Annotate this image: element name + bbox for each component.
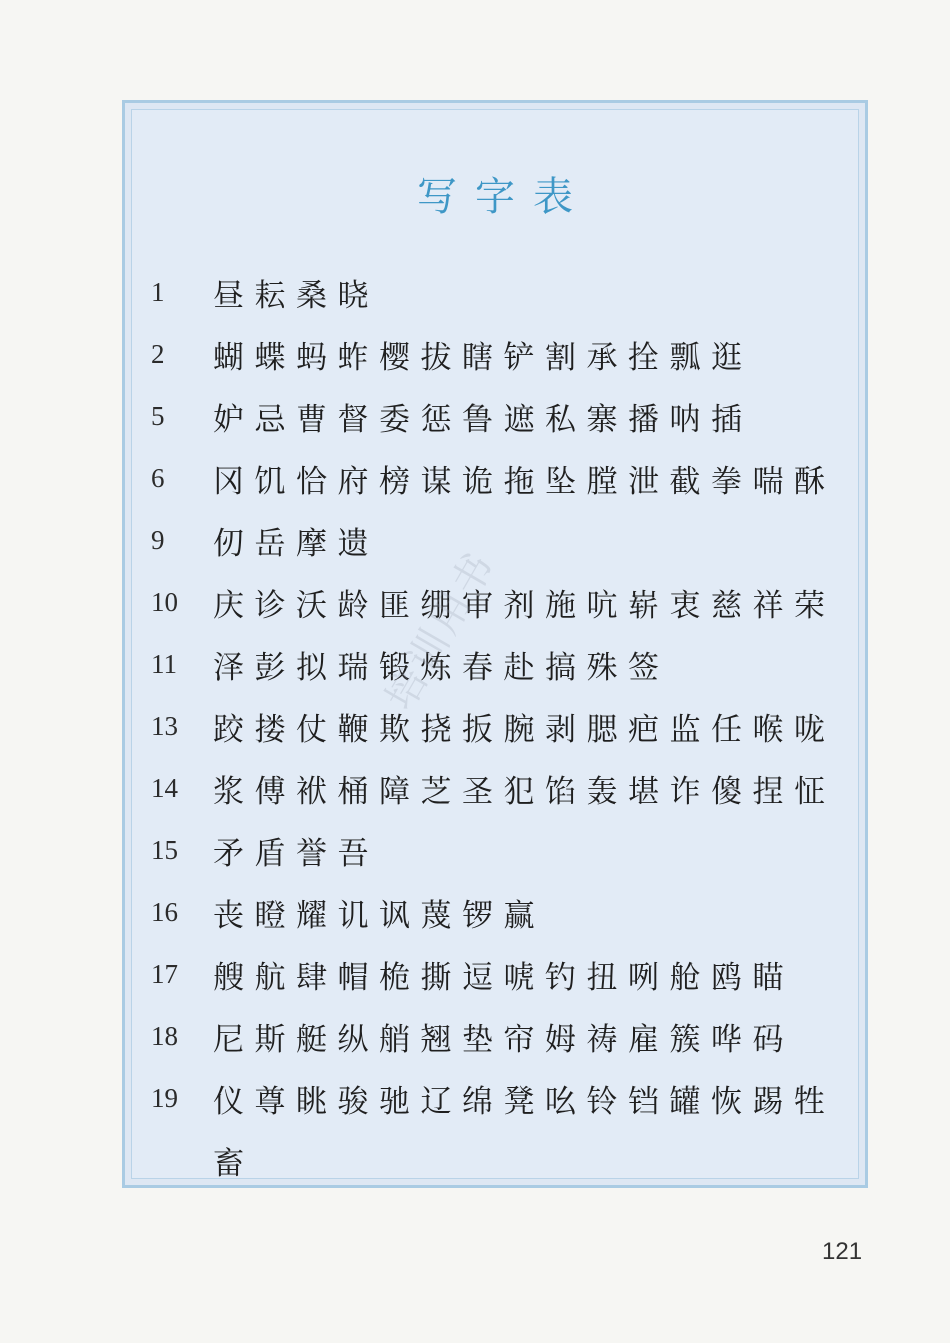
character-list: 蝴蝶蚂蚱樱拔瞎铲割承拴瓢逛 [213,339,753,376]
page-title: 写字表 [417,174,591,220]
lesson-number: 14 [151,772,178,803]
lesson-number: 1 [151,276,165,307]
character-list: 矛盾誉吾 [213,835,379,872]
table-row [125,695,865,757]
lesson-number: 17 [151,958,178,989]
page-number: 121 [822,1238,863,1265]
character-list: 畜 [213,1145,255,1182]
table-row [125,261,865,323]
lesson-number: 6 [151,462,165,493]
watermark: 培训用书 [377,542,505,718]
lesson-number: 16 [151,896,178,927]
word-table-frame [122,100,868,1188]
lesson-number: 13 [151,710,178,741]
character-list: 昼耘桑晓 [213,277,379,314]
table-row [125,1129,865,1191]
table-row [125,633,865,695]
lesson-number: 18 [151,1020,178,1051]
lesson-number: 15 [151,834,178,865]
table-row [125,323,865,385]
table-row [125,447,865,509]
lesson-number: 11 [151,648,177,679]
lesson-number: 9 [151,524,165,555]
character-list: 冈饥恰府榜谋诡拖坠膛泄截拳喘酥 [213,463,836,500]
character-list: 仪尊眺骏驰辽绵凳吆铃铛罐恢踢牲 [213,1083,836,1120]
character-list: 妒忌曹督委惩鲁遮私寨播呐插 [213,401,753,438]
character-list: 尼斯艇纵艄翘垫帘姆祷雇簇哗码 [213,1021,794,1058]
character-list: 庆诊沃龄匪绷审剂施吭崭衷慈祥荣 [213,587,836,624]
table-row [125,385,865,447]
table-row [125,881,865,943]
character-list: 艘航肆帽桅撕逗唬钓扭咧舱鸥瞄 [213,959,794,996]
character-list: 跤搂仗鞭欺挠扳腕剥腮疤监任喉咙 [213,711,836,748]
lesson-number: 10 [151,586,178,617]
lesson-number: 2 [151,338,165,369]
character-list: 浆傅袱桶障芝圣犯馅轰堪诈傻捏怔 [213,773,836,810]
lesson-number: 5 [151,400,165,431]
character-list: 仞岳摩遗 [213,525,379,562]
table-row [125,1005,865,1067]
table-row [125,757,865,819]
character-list: 泽彭拟瑞锻炼春赴搞殊签 [213,649,670,686]
table-row [125,819,865,881]
lesson-number: 19 [151,1082,178,1113]
table-row [125,1067,865,1129]
character-list: 丧瞪耀讥讽蔑锣赢 [213,897,545,934]
table-row [125,943,865,1005]
